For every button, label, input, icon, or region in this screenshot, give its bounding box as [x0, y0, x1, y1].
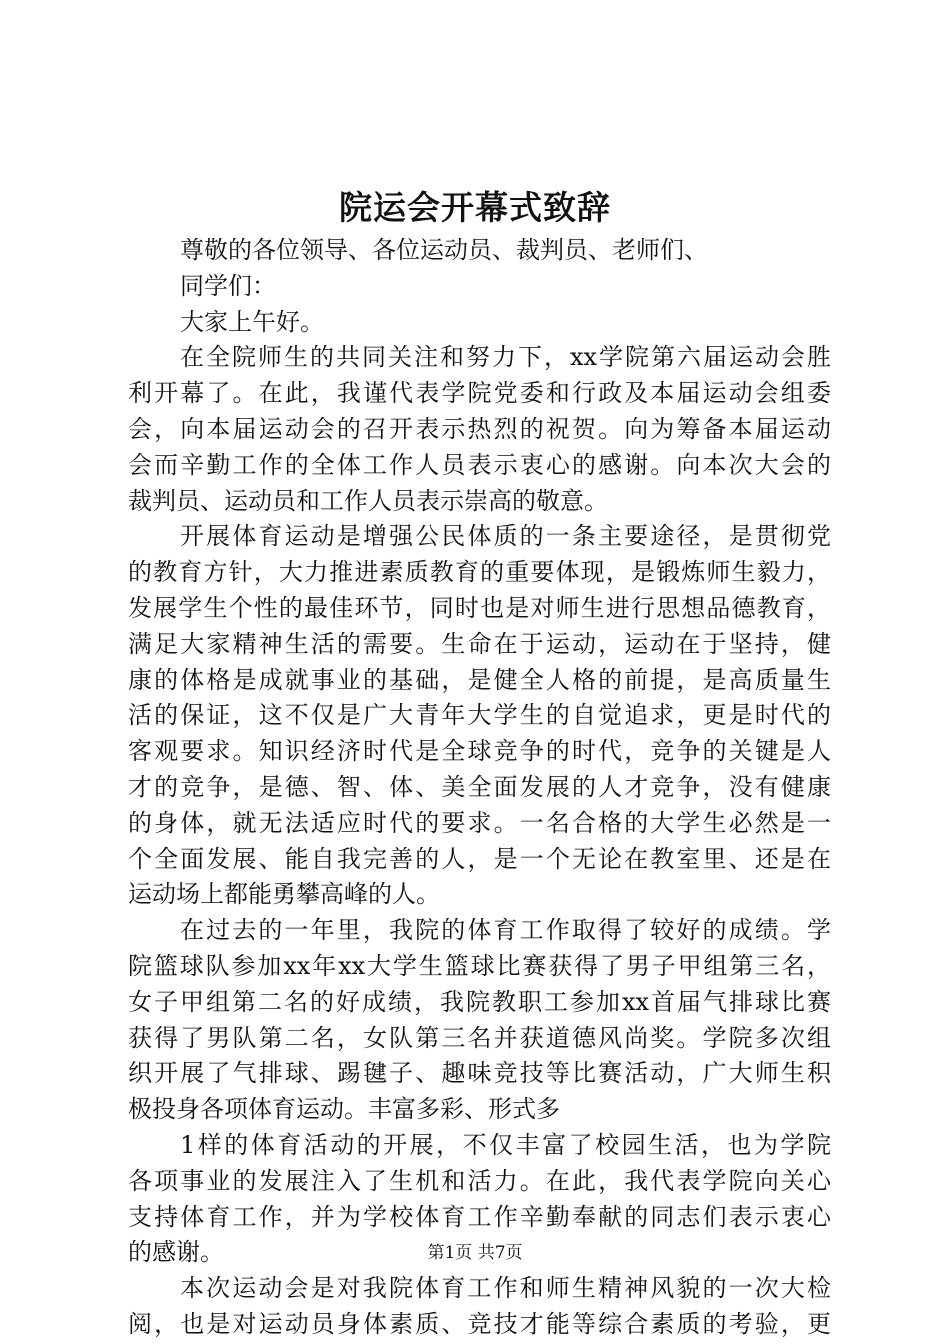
body-line: 院篮球队参加xx年xx大学生篮球比赛获得了男子甲组第三名， — [128, 951, 831, 980]
document-body — [128, 233, 831, 1343]
body-line: 会而辛勤工作的全体工作人员表示衷心的感谢。向本次大会的 — [128, 450, 831, 479]
body-line: 开展体育运动是增强公民体质的一条主要途径，是贯彻党 — [180, 522, 831, 551]
page-footer: 第1页 共7页 — [427, 1243, 523, 1263]
body-line: 发展学生个性的最佳环节，同时也是对师生进行思想品德教育， — [128, 593, 831, 622]
body-line: 在全院师生的共同关注和努力下，xx学院第六届运动会胜 — [180, 343, 831, 372]
body-line: 才的竞争，是德、智、体、美全面发展的人才竞争，没有健康 — [128, 772, 831, 801]
body-line: 裁判员、运动员和工作人员表示崇高的敬意。 — [128, 486, 608, 515]
body-line: 阅，也是对运动员身体素质、竞技才能等综合素质的考验，更 — [128, 1309, 831, 1338]
body-line: 的教育方针，大力推进素质教育的重要体现，是锻炼师生毅力， — [128, 558, 831, 587]
document-title: 院运会开幕式致辞 — [339, 188, 611, 227]
body-line: 极投身各项体育运动。丰富多彩、形式多 — [128, 1095, 560, 1124]
body-line: 本次运动会是对我院体育工作和师生精神风貌的一次大检 — [180, 1274, 831, 1303]
body-line: 的身体，就无法适应时代的要求。一名合格的大学生必然是一 — [128, 808, 831, 837]
body-line: 织开展了气排球、踢毽子、趣味竞技等比赛活动，广大师生积 — [128, 1059, 831, 1088]
body-line: 大家上午好。 — [180, 307, 324, 336]
body-line: 满足大家精神生活的需要。生命在于运动，运动在于坚持，健 — [128, 629, 831, 658]
body-line: 会，向本届运动会的召开表示热烈的祝贺。向为筹备本届运动 — [128, 414, 831, 443]
body-line: 各项事业的发展注入了生机和活力。在此，我代表学院向关心 — [128, 1166, 831, 1195]
body-line: 同学们： — [180, 271, 276, 300]
body-line: 获得了男队第二名，女队第三名并获道德风尚奖。学院多次组 — [128, 1023, 831, 1052]
body-line: 女子甲组第二名的好成绩，我院教职工参加xx首届气排球比赛 — [128, 987, 831, 1016]
body-line: 1样的体育活动的开展，不仅丰富了校园生活，也为学院 — [180, 1130, 831, 1159]
body-line: 的感谢。 — [128, 1238, 224, 1267]
body-line: 康的体格是成就事业的基础，是健全人格的前提，是高质量生 — [128, 665, 831, 694]
body-line: 活的保证，这不仅是广大青年大学生的自觉追求，更是时代的 — [128, 701, 831, 730]
body-line: 客观要求。知识经济时代是全球竞争的时代，竞争的关键是人 — [128, 737, 831, 766]
body-line: 尊敬的各位领导、各位运动员、裁判员、老师们、 — [180, 236, 708, 264]
body-line: 支持体育工作，并为学校体育工作辛勤奉献的同志们表示衷心 — [128, 1202, 831, 1231]
body-line: 在过去的一年里，我院的体育工作取得了较好的成绩。学 — [180, 916, 831, 945]
body-line: 个全面发展、能自我完善的人，是一个无论在教室里、还是在 — [128, 844, 831, 873]
body-line: 运动场上都能勇攀高峰的人。 — [128, 880, 440, 909]
body-line: 利开幕了。在此，我谨代表学院党委和行政及本届运动会组委 — [128, 379, 831, 408]
